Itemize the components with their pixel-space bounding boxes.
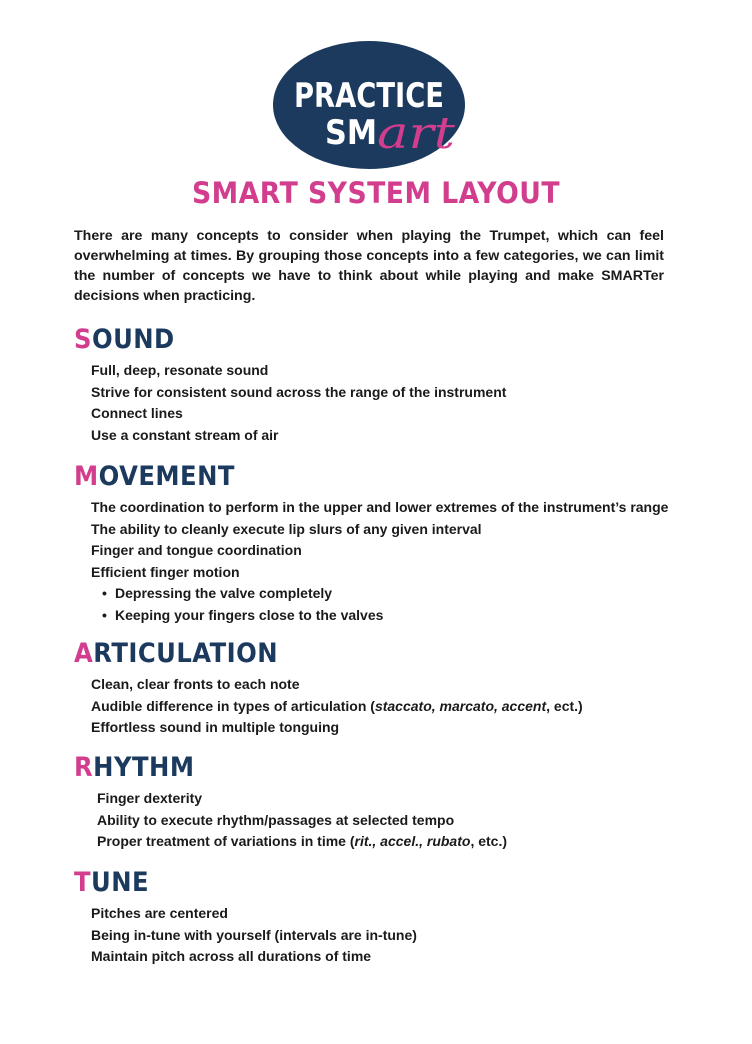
rhythm-list	[74, 788, 507, 853]
heading-rest: HYTHM	[93, 752, 195, 783]
list-item: Efficient finger motion	[91, 563, 240, 580]
list-item: Pitches are centered	[91, 905, 228, 921]
section-heading-rhythm	[74, 752, 464, 784]
heading-initial: R	[74, 752, 94, 783]
list-item	[91, 696, 583, 718]
logo-word-sm: SM	[325, 113, 377, 153]
section-articulation	[74, 638, 583, 739]
sound-list	[74, 360, 506, 446]
list-item: Being in-tune with yourself (intervals are in-tune)	[91, 926, 417, 943]
list-item: The ability to cleanly execute lip slurs of any given interval	[91, 520, 482, 537]
text-plain: , ect.)	[546, 697, 583, 714]
list-item: Effortless sound in multiple tonguing	[91, 719, 340, 735]
heading-initial: T	[74, 867, 92, 898]
list-item: Clean, clear fronts to each note	[91, 676, 300, 692]
list-item	[97, 831, 507, 853]
heading-rest: RTICULATION	[93, 638, 279, 669]
sub-list-wrapper	[91, 583, 668, 626]
section-heading-movement	[74, 461, 609, 493]
text-plain: Proper treatment of variations in time (	[97, 833, 355, 849]
bullet-item: • Depressing the valve completely	[102, 583, 668, 605]
intro-paragraph: There are many concepts to consider when playing the Trumpet, which can feel overwhelming at times. By grouping those concepts into a few categories, we can limit the number of concepts we have to think about while playing and make SMARTer decisions when practicing.	[74, 228, 664, 304]
movement-list	[74, 497, 668, 626]
heading-initial: S	[74, 324, 92, 355]
heading-initial: A	[74, 638, 94, 669]
logo-word-art: art	[377, 108, 456, 159]
section-heading-sound	[74, 324, 463, 356]
section-heading-tune	[74, 867, 383, 899]
list-item: Maintain pitch across all durations of time	[91, 948, 372, 964]
heading-rest: UNE	[91, 867, 150, 898]
list-item: The coordination to perform in the upper and lower extremes of the instrument’s range	[91, 499, 669, 515]
bullet-item: • Keeping your fingers close to the valves	[102, 605, 668, 627]
list-item: Ability to execute rhythm/passages at selected tempo	[97, 811, 455, 828]
list-item: Finger and tongue coordination	[91, 542, 302, 558]
list-item: Connect lines	[91, 405, 183, 421]
finger-motion-sublist	[91, 583, 668, 626]
logo-word-practice: PRACTICE	[294, 76, 444, 116]
text-plain: , etc.)	[470, 833, 508, 849]
heading-rest: OVEMENT	[98, 461, 235, 492]
section-tune	[74, 867, 417, 968]
section-movement	[74, 461, 668, 626]
practice-smart-logo	[273, 40, 469, 170]
list-item: Finger dexterity	[97, 790, 203, 806]
list-item: Full, deep, resonate sound	[91, 362, 269, 378]
heading-rest: OUND	[91, 324, 175, 355]
list-item: Use a constant stream of air	[91, 426, 279, 443]
text-italic: staccato, marcato, accent	[374, 697, 547, 714]
text-plain: Audible difference in types of articulation (	[91, 697, 375, 714]
section-rhythm	[74, 752, 507, 853]
heading-initial: M	[74, 461, 99, 492]
articulation-list	[74, 674, 583, 739]
tune-list	[74, 903, 417, 968]
text-italic: rit., accel., rubato	[354, 833, 471, 849]
section-sound	[74, 324, 506, 446]
page-title: SMART SYSTEM LAYOUT	[191, 176, 561, 210]
section-heading-articulation	[74, 638, 532, 670]
list-item: Strive for consistent sound across the range of the instrument	[91, 383, 507, 400]
